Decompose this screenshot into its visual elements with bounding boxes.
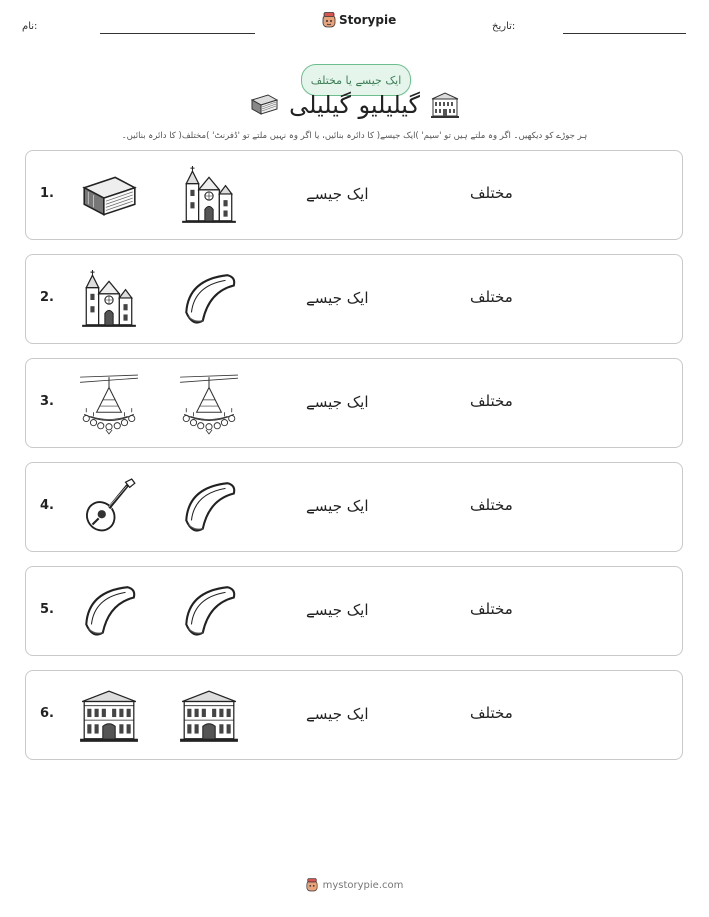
- title-row: [0, 88, 709, 122]
- same-option[interactable]: ایک جیسے: [306, 601, 369, 619]
- church-icon: [78, 269, 140, 331]
- lens-icon: [178, 269, 240, 331]
- footer: [0, 878, 709, 892]
- exercise-row: [25, 358, 683, 448]
- different-option[interactable]: مختلف: [470, 496, 513, 514]
- name-label: نام:: [22, 21, 38, 32]
- row-number: 6.: [40, 706, 54, 721]
- exercise-row: [25, 150, 683, 240]
- instructions: ہر جوڑے کو دیکھیں۔ اگر وہ ملتے ہیں تو 'سیم' )ایک جیسے( کا دائرہ بنائیں، یا اگر وہ نہیں ملتے تو 'ڈفرنٹ' )مختلف( کا دائرہ بنائیں۔: [121, 131, 588, 141]
- row-number: 1.: [40, 186, 54, 201]
- book-icon: [249, 92, 279, 118]
- different-option[interactable]: مختلف: [470, 704, 513, 722]
- exercise-row: [25, 462, 683, 552]
- chandelier-icon: [178, 373, 240, 435]
- same-option[interactable]: ایک جیسے: [306, 497, 369, 515]
- lens-icon: [178, 581, 240, 643]
- worksheet-type-badge: ایک جیسے یا مختلف: [301, 64, 411, 96]
- same-option[interactable]: ایک جیسے: [306, 185, 369, 203]
- exercise-row: [25, 670, 683, 760]
- name-line: [100, 33, 255, 34]
- same-option[interactable]: ایک جیسے: [306, 393, 369, 411]
- page-header: [0, 0, 709, 50]
- book-icon: [78, 165, 140, 227]
- row-number: 3.: [40, 394, 54, 409]
- different-option[interactable]: مختلف: [470, 600, 513, 618]
- row-number: 5.: [40, 602, 54, 617]
- church-icon: [178, 165, 240, 227]
- footer-url: mystorypie.com: [322, 879, 404, 891]
- date-line: [563, 33, 686, 34]
- same-option[interactable]: ایک جیسے: [306, 289, 369, 307]
- brand: [322, 12, 396, 28]
- chandelier-icon: [78, 373, 140, 435]
- worksheet-title: گیلیلیو گیلیلی: [289, 91, 420, 119]
- lens-icon: [178, 477, 240, 539]
- different-option[interactable]: مختلف: [470, 184, 513, 202]
- lens-icon: [78, 581, 140, 643]
- exercise-row: [25, 566, 683, 656]
- same-option[interactable]: ایک جیسے: [306, 705, 369, 723]
- storypie-logo-icon: [322, 12, 336, 28]
- building-icon: [178, 685, 240, 747]
- row-number: 4.: [40, 498, 54, 513]
- lute-icon: [78, 477, 140, 539]
- different-option[interactable]: مختلف: [470, 392, 513, 410]
- building-icon: [78, 685, 140, 747]
- exercise-row: [25, 254, 683, 344]
- date-label: تاریخ:: [492, 21, 516, 32]
- storypie-logo-icon: [306, 878, 318, 892]
- brand-name: Storypie: [339, 13, 397, 27]
- row-number: 2.: [40, 290, 54, 305]
- different-option[interactable]: مختلف: [470, 288, 513, 306]
- building-icon: [430, 91, 460, 119]
